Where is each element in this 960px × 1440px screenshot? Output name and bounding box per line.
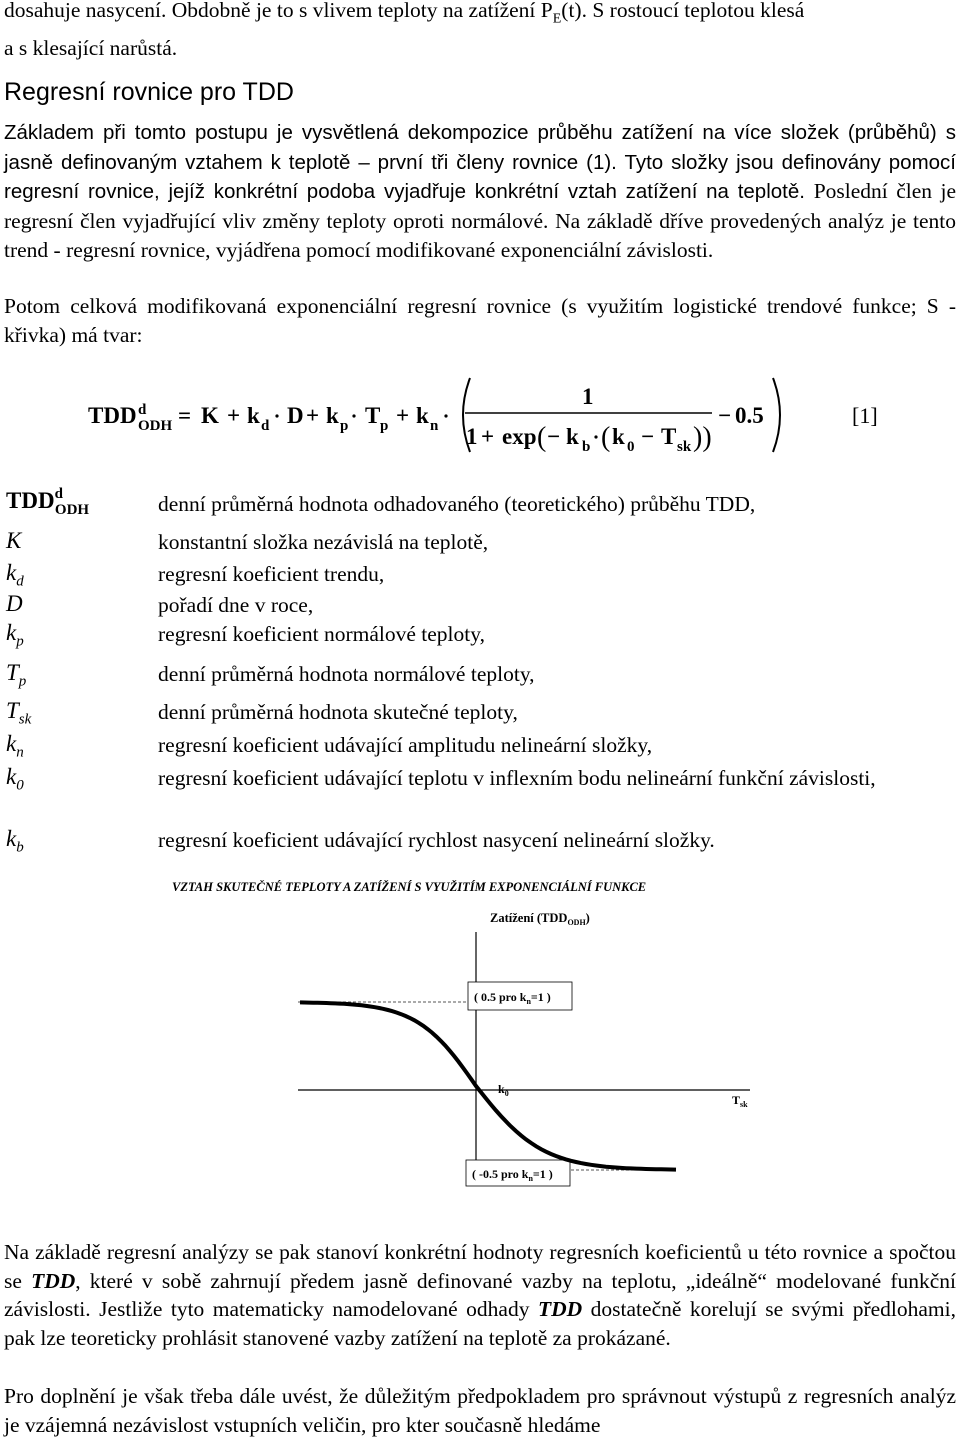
def-text-3: pořadí dne v roce, [158, 593, 314, 617]
closing-paragraph-1 [4, 1238, 956, 1352]
eq-one: 1 [466, 424, 478, 449]
paren-close: )) [693, 422, 712, 453]
def-sym-sub: 0 [16, 777, 24, 794]
def-sym-text: k [6, 731, 17, 756]
def-symbol-7 [6, 731, 24, 762]
eq-sub-p2: p [380, 418, 389, 434]
big-paren-right [773, 378, 780, 452]
eq-sub-sk: sk [677, 439, 692, 455]
intro-text-end: (t). S rostoucí teplotou klesá [561, 0, 805, 22]
closing-paragraph-2: Pro doplnění je však třeba dále uvést, že důležitým předpokladem pro správnout výstupů z regresních analýz je vzájemná nezávislost vstupních veličin, pro kter současně hledáme [4, 1384, 956, 1437]
intro-paragraph [4, 0, 956, 62]
def-text-7: regresní koeficient udávající amplitudu nelineární složky, [158, 733, 653, 757]
section-paragraph-1 [4, 118, 956, 266]
figure-title: VZTAH SKUTEČNÉ TEPLOTY A ZATÍŽENÍ S VYUŽITÍM EXPONENCIÁLNÍ FUNKCE [172, 880, 647, 894]
eq-plus-4: + [481, 424, 495, 449]
s-curve-figure [0, 870, 960, 1200]
paragraph-part-b: Poslední člen je regresní člen vyjadřující vliv změny teploty oproti normálové. [4, 179, 956, 233]
eq-minus-2: − [641, 424, 655, 449]
eq-plus-2: + [306, 403, 320, 428]
def-sym-sub: n [16, 744, 24, 761]
def-symbol-tdd [6, 486, 97, 518]
def-sym-text: k [6, 764, 17, 789]
def-symbol-9 [6, 826, 24, 857]
def-sym-sub: p [18, 673, 27, 690]
lower-label: ( -0.5 pro $k_n=1$ ) [472, 1167, 553, 1183]
eq-tdd-sub: ODH [138, 418, 173, 434]
eq-k-p: k [326, 403, 339, 428]
eq-sub-b: b [582, 439, 591, 455]
eq-k-n: k [416, 403, 429, 428]
def-text-1: konstantní složka nezávislá na teplotě, [158, 530, 489, 554]
section-heading: Regresní rovnice pro TDD [4, 78, 294, 106]
def-text-2: regresní koeficient trendu, [158, 562, 385, 586]
eq-T-sk: T [661, 424, 677, 449]
def-symbol-2 [6, 560, 24, 591]
def-text-9: regresní koeficient udávající rychlost nasycení nelineární složky. [158, 828, 715, 852]
eq-minus-3: − [718, 403, 732, 428]
eq-D: D [287, 403, 304, 428]
k0-label: $k_0$ [498, 1082, 509, 1098]
def-symbol-5 [6, 660, 26, 691]
eq-half: 0.5 [735, 403, 764, 428]
intro-subscript: E [552, 11, 562, 27]
intro-line-2: a s klesající narůstá. [4, 35, 178, 60]
eq-dot [594, 435, 597, 438]
regression-equation [0, 370, 960, 460]
section-paragraph-2: Potom celková modifikovaná exponenciální regresní rovnice (s využitím logistické trendové funkce; S -křivka) má tvar: [4, 294, 956, 347]
eq-exp: exp [502, 424, 537, 449]
def-sym-sub: b [16, 839, 24, 856]
eq-k-b: k [566, 424, 579, 449]
def-sym-sub: d [16, 573, 24, 590]
eq-dot [275, 414, 278, 417]
equation-number: [1] [852, 403, 878, 428]
def-sym-text: k [6, 826, 17, 851]
def-sym-text: T [6, 660, 19, 685]
def-symbol-8 [6, 764, 24, 795]
def-sym-text: D [6, 591, 23, 616]
def-text-8: regresní koeficient udávající teplotu v inflexním bodu nelineární funkční závislosti, [158, 766, 876, 790]
upper-label: ( 0.5 pro $k_n=1$ ) [474, 990, 551, 1006]
def-sym-sub: p [16, 633, 24, 650]
eq-sub-d: d [261, 418, 270, 434]
def-sym-sub: ODH [54, 502, 90, 518]
eq-tdd: TDD [88, 403, 137, 428]
eq-numerator: 1 [582, 384, 594, 409]
eq-dot [352, 414, 355, 417]
s-curve-line [300, 1002, 676, 1169]
def-symbol-3 [6, 591, 23, 617]
closing-text-c: dostatečně korelují se svými předlohami, pak lze teoreticky prohlásit stanovené vazby zatížení na teplotě za prokázané. [4, 1297, 957, 1350]
def-sym-text: k [6, 620, 17, 645]
eq-T-p: T [365, 403, 381, 428]
paren-open: ( [537, 422, 547, 453]
eq-plus-1: + [227, 403, 241, 428]
def-sym-text: TDD [6, 488, 55, 513]
def-sym-text: T [6, 698, 19, 723]
def-sym-text: K [6, 528, 22, 553]
def-symbol-1 [6, 528, 21, 554]
eq-plus-3: + [396, 403, 410, 428]
def-text-5: denní průměrná hodnota normálové teploty, [158, 662, 535, 686]
eq-equals: = [178, 403, 192, 428]
eq-k-d: k [247, 403, 260, 428]
eq-tdd-sup: d [138, 402, 147, 418]
def-sym-text: k [6, 560, 17, 585]
paren-open-2: ( [601, 422, 611, 453]
def-text-0: denní průměrná hodnota odhadovaného (teoretického) průběhu TDD, [158, 492, 756, 516]
eq-sub-p: p [340, 418, 349, 434]
tsk-label: $T_{sk}$ [732, 1093, 748, 1109]
closing-tdd: TDD [31, 1268, 76, 1293]
intro-text: dosahuje nasycení. Obdobně je to s vlivem teploty na zatížení P [4, 0, 553, 22]
paragraph-part-a: Základem při tomto postupu je vysvětlená dekompozice průběhu zatížení na více složek (průběhů) s jasně definovaným vztahem k teplotě – první tři členy rovnice (1). Tyto složky jsou definovány pomocí regresní rovnice, jejíž konkrétní podoba vyjadřuje konkrétní vztah zatížení na teplotě. [4, 121, 956, 203]
y-axis-label: Zatížení $(TDD_{ODH})$ [490, 911, 590, 927]
def-text-6: denní průměrná hodnota skutečné teploty, [158, 700, 518, 724]
eq-minus: − [547, 424, 561, 449]
eq-sub-0: 0 [627, 439, 635, 455]
closing-text-a: Na základě regresní analýzy se pak stanoví konkrétní hodnoty regresních koeficientů u této rovnice a spočtou se [4, 1240, 956, 1293]
eq-sub-n: n [430, 418, 439, 434]
closing-text-b: , které v sobě zahrnují předem jasně definované vazby na teplotu, „ideálně“ modelované funkční závislosti. Jestliže tyto matematicky namodelované odhady [4, 1268, 956, 1321]
def-text-4: regresní koeficient normálové teploty, [158, 622, 485, 646]
def-symbol-6 [6, 698, 31, 729]
eq-K: K [201, 403, 219, 428]
eq-dot [444, 414, 447, 417]
def-sym-sup: d [54, 486, 63, 502]
def-symbol-4 [6, 620, 24, 651]
paragraph-part-c: Na základě dříve provedených analýz je tento trend - regresní rovnice, vyjádřena pomocí modifikované exponenciální závislosti. [4, 208, 956, 262]
def-sym-sub: sk [18, 711, 32, 728]
eq-k-0: k [612, 424, 625, 449]
closing-tdd-2: TDD [537, 1297, 583, 1321]
